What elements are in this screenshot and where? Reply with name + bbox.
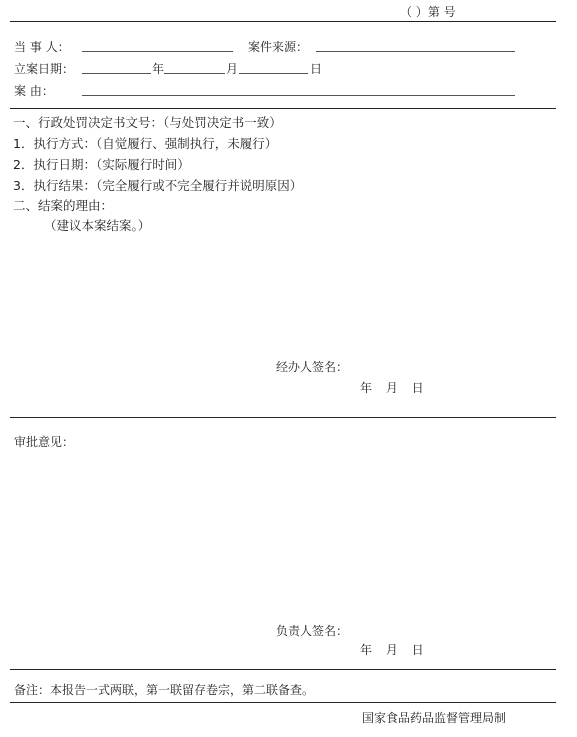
approval-date: 年 月 日 <box>360 643 424 657</box>
handler-signature-label: 经办人签名： <box>276 360 349 374</box>
execution-method: 1．执行方式：（自觉履行、强制执行，未履行） <box>13 136 278 151</box>
approval-opinion-label: 审批意见： <box>14 435 75 449</box>
handler-date: 年 月 日 <box>360 381 424 395</box>
top-divider <box>10 21 556 22</box>
cause-field[interactable] <box>82 95 515 96</box>
execution-result: 3．执行结果：（完全履行或不完全履行并说明原因） <box>13 178 303 193</box>
bottom-divider <box>10 702 556 703</box>
cause-label: 案 由： <box>14 84 54 98</box>
filing-month-field[interactable] <box>164 73 225 74</box>
filing-date-label: 立案日期： <box>14 62 75 76</box>
closing-reason-text: （建议本案结案。） <box>44 218 151 233</box>
filing-year-field[interactable] <box>82 73 151 74</box>
month-char: 月 <box>226 62 239 76</box>
approval-divider <box>10 669 556 670</box>
closing-reason-heading: 二、结案的理由： <box>13 198 114 213</box>
decision-doc-number: 一、行政处罚决定书文号：（与处罚决定书一致） <box>13 115 282 130</box>
execution-divider <box>10 417 556 418</box>
party-label: 当 事 人： <box>14 40 70 54</box>
party-field[interactable] <box>82 51 233 52</box>
remark-note: 备注：本报告一式两联，第一联留存卷宗，第二联备查。 <box>14 683 315 697</box>
year-char: 年 <box>152 62 165 76</box>
case-source-label: 案件来源： <box>248 40 309 54</box>
responsible-signature-label: 负责人签名： <box>276 624 349 638</box>
case-source-field[interactable] <box>316 51 515 52</box>
case-number: （ ）第 号 <box>400 5 456 19</box>
day-char: 日 <box>310 62 323 76</box>
issuing-authority: 国家食品药品监督管理局制 <box>362 711 507 725</box>
execution-date: 2．执行日期：（实际履行时间） <box>13 157 190 172</box>
filing-day-field[interactable] <box>239 73 308 74</box>
info-divider <box>10 108 556 109</box>
